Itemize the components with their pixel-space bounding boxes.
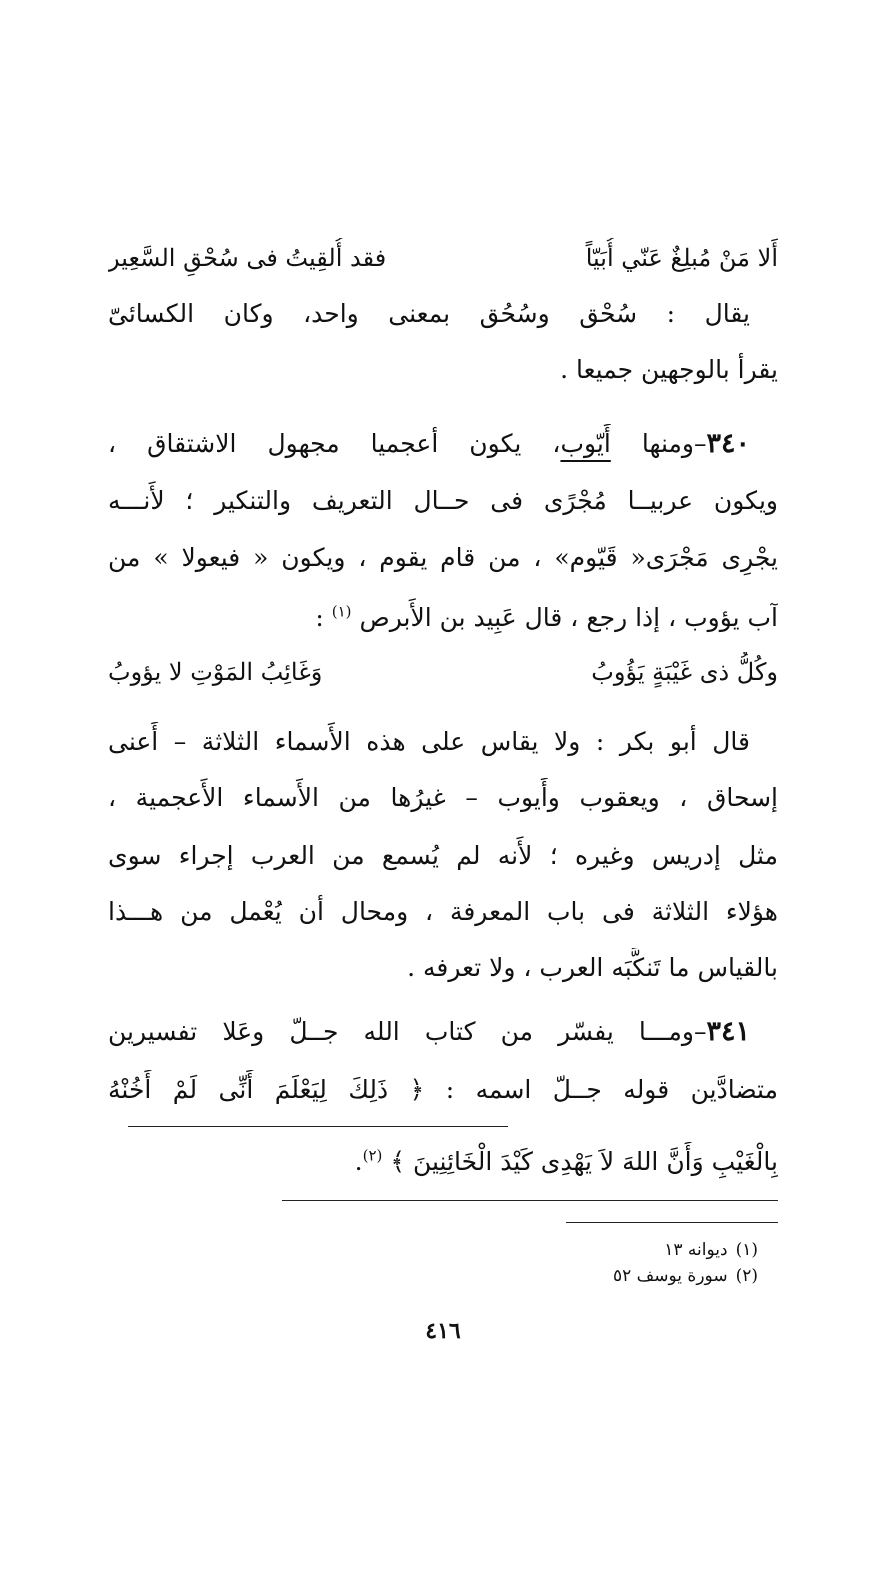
text-line: مثل إدريس وغيره ؛ لأَنه لم يُسمع من العرب إجراء سوى bbox=[108, 841, 778, 870]
text-line: قال أبو بكر : ولا يقاس على هذه الأَسماء الثلاثة – أَعنى bbox=[108, 727, 750, 756]
text-line bbox=[108, 598, 778, 638]
poetry-verse bbox=[108, 652, 778, 692]
text-line: يقال : سُحْق وسُحُق بمعنى واحد، وكان الكسائىّ bbox=[108, 299, 750, 328]
text-line: يقرأ بالوجهين جميعا . bbox=[560, 355, 778, 384]
verse-hemistich: أَلا مَنْ مُبلِغٌ عَنّي أُبَيّاً bbox=[585, 244, 778, 272]
text-span: –ومـــا يفسّر من كتاب الله جــلّ وعَلا تفسيرين bbox=[108, 1017, 707, 1046]
verse-hemistich: وكُلُّ ذى غَيْبَةٍ يَؤُوبُ bbox=[591, 658, 778, 686]
quran-underline bbox=[282, 1200, 778, 1201]
entry-first-line bbox=[108, 424, 778, 464]
text-span: : bbox=[315, 603, 332, 632]
verse-hemistich: فقد أُلقِيتُ فى سُحْقِ السَّعِير bbox=[108, 244, 387, 272]
footnote-text: ديوانه ١٣ bbox=[664, 1240, 728, 1260]
footnote-ref: (١) bbox=[331, 602, 352, 621]
quran-underline bbox=[128, 1126, 508, 1127]
page-number: ٤١٦ bbox=[425, 1318, 461, 1344]
footnote bbox=[613, 1264, 758, 1288]
footnote-mark: (٢) bbox=[735, 1266, 758, 1286]
footnote bbox=[664, 1238, 758, 1262]
text-line: متضادَّين قوله جــلّ اسمه : ﴿ ذَلِكَ لِيَعْلَمَ أَنِّى لَمْ أَخُنْهُ bbox=[108, 1075, 778, 1104]
quran-text: بِالْغَيْبِ وَأَنَّ اللهَ لاَ يَهْدِى كَيْدَ الْخَائِنِينَ ﴾ bbox=[390, 1147, 778, 1176]
text-span: ، يكون أعجميا مجهول الاشتقاق ، bbox=[108, 429, 561, 458]
footnote-text: سورة يوسف ٥٢ bbox=[613, 1266, 728, 1286]
poetry-verse bbox=[108, 238, 778, 278]
text-line: إسحاق ، ويعقوب وأَيوب – غيرُها من الأَسماء الأَعجمية ، bbox=[108, 783, 778, 812]
entry-number: ٣٤٠ bbox=[706, 428, 750, 459]
entry-number: ٣٤١ bbox=[706, 1016, 750, 1047]
footnote-mark: (١) bbox=[735, 1240, 758, 1260]
text-line: ويكون عربيــا مُجْرًى فى حــال التعريف والتنكير ؛ لأَنـــه bbox=[108, 486, 778, 515]
text-span: . bbox=[354, 1147, 363, 1176]
keyword: أَيّوب bbox=[560, 429, 611, 458]
text-span: –ومنها bbox=[610, 429, 707, 458]
text-line: هؤلاء الثلاثة فى باب المعرفة ، ومحال أن يُعْمل من هـــذا bbox=[108, 897, 778, 926]
text-line: بالقياس ما تَنكَّبَه العرب ، ولا تعرفه . bbox=[407, 953, 778, 982]
entry-first-line bbox=[108, 1012, 778, 1052]
footnote-ref: (٢) bbox=[362, 1146, 383, 1165]
footnote-separator bbox=[566, 1222, 778, 1223]
text-span: آب يؤوب ، إذا رجع ، قال عَبِيد بن الأَبرص bbox=[359, 603, 778, 632]
verse-hemistich: وَغَائِبُ المَوْتِ لا يؤوبُ bbox=[108, 658, 323, 686]
text-line: يجْرِى مَجْرَى« قَيّوم» ، من قام يقوم ، ويكون « فيعولا » من bbox=[108, 543, 778, 572]
text-line bbox=[108, 1142, 778, 1182]
